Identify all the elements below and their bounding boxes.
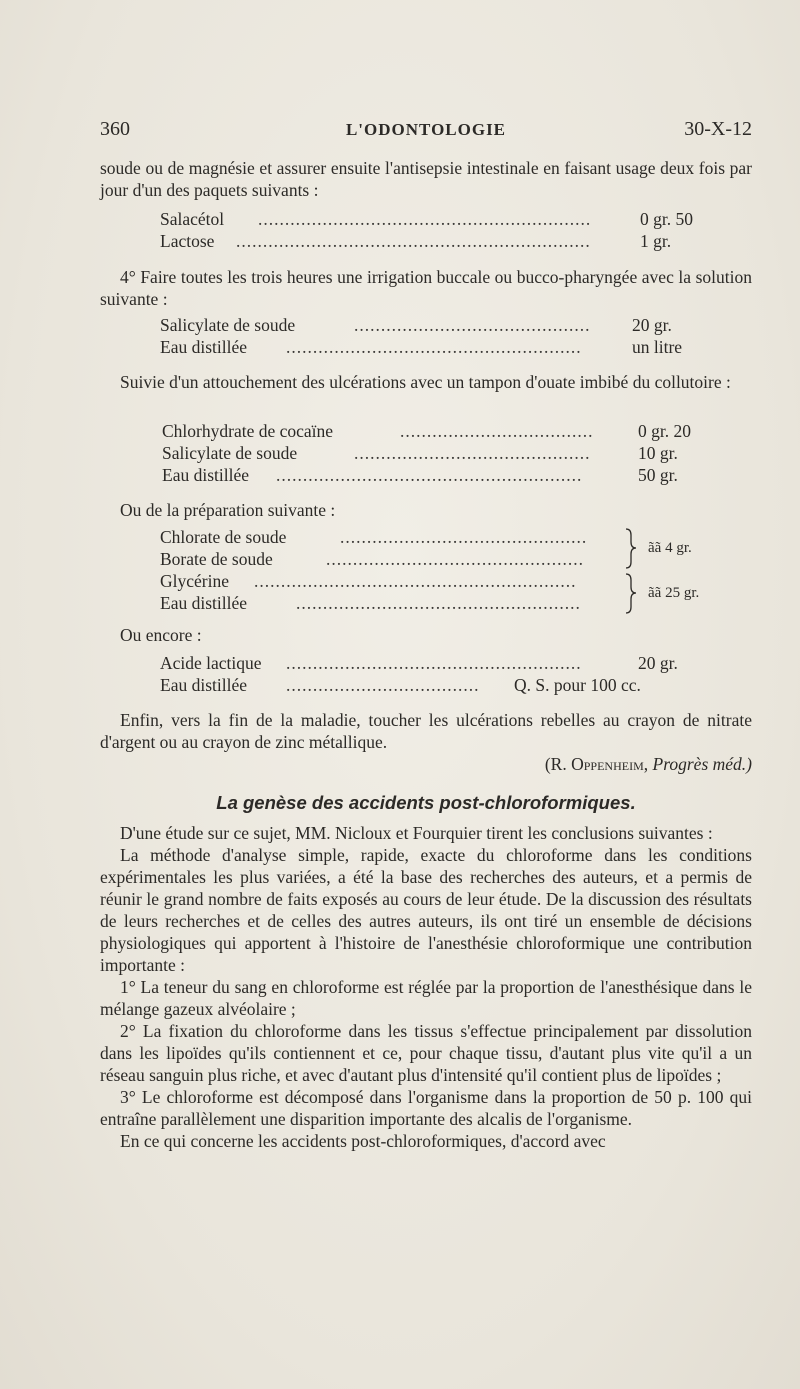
body-paragraph: 1° La teneur du sang en chloroforme est réglée par la proportion de l'anesthésique dans le mélange gazeux alvéolaire ; <box>100 977 752 1019</box>
prescription-5 <box>100 652 752 696</box>
group-amount: ãã 4 gr. <box>648 540 692 556</box>
ingredient-amount: 10 gr. <box>638 443 678 463</box>
ingredient-name: Eau distillée <box>162 465 249 485</box>
ingredient-amount: 0 gr. 20 <box>638 421 691 441</box>
citation <box>100 753 752 775</box>
journal-title: L'ODONTOLOGIE <box>345 120 507 139</box>
ingredient-name: Salicylate de soude <box>160 315 296 335</box>
group-amount: ãã 25 gr. <box>648 585 700 601</box>
brace-icon <box>622 526 642 618</box>
ingredient-name: Lactose <box>160 231 215 251</box>
body-paragraph: 2° La fixation du chloroforme dans les tissus s'effectue principalement par dissolution dans les lipoïdes qu'ils contiennent et ce, pour chaque tissu, d'autant plus vite qu'il a un réseau sanguin plus riche, et avec d'autant plus d'intensité qu'il contient plus de lipoïdes ; <box>100 1021 752 1085</box>
dot-leader: ....................................................... <box>286 653 582 673</box>
section-heading-block <box>100 792 752 814</box>
dot-leader: ............................................ <box>354 443 591 463</box>
ingredient-amount: 1 gr. <box>640 231 672 251</box>
ingredient-name: Acide lactique <box>160 653 262 673</box>
ingredient-amount: un litre <box>632 337 683 357</box>
dot-leader: ..................................................... <box>296 593 581 613</box>
ingredient-name: Eau distillée <box>160 337 247 357</box>
ingredient-name: Glycérine <box>160 571 229 591</box>
ingredient-name: Borate de soude <box>160 549 273 569</box>
prescription-line <box>100 230 752 252</box>
prescription-2 <box>100 314 752 358</box>
ou-encore-line: Ou encore : <box>120 625 202 645</box>
body-paragraph: D'une étude sur ce sujet, MM. Nicloux et Fourquier tirent les conclusions suivantes : <box>120 823 713 843</box>
ingredient-name: Eau distillée <box>160 675 247 695</box>
dot-leader: ............................................................ <box>254 571 577 591</box>
prescription-1 <box>100 208 752 252</box>
enfin-paragraph: Enfin, vers la fin de la maladie, toucher les ulcérations rebelles au crayon de nitrate d'argent ou au crayon de zinc métallique. <box>100 710 752 752</box>
dot-leader: ................................................ <box>326 549 584 569</box>
step4-paragraph: 4° Faire toutes les trois heures une irrigation buccale ou bucco-pharyngée avec la solution suivante : <box>100 267 752 309</box>
prescription-line <box>100 336 752 358</box>
intro-paragraph: soude ou de magnésie et assurer ensuite l'antisepsie intestinale en faisant usage deux fois par jour d'un des paquets suivants : <box>100 158 752 200</box>
body-paragraph: 3° Le chloroforme est décomposé dans l'organisme dans la proportion de 50 p. 100 qui entraîne parallèlement une disparition importante des alcalis de l'organisme. <box>100 1087 752 1129</box>
running-header <box>100 118 752 148</box>
body-paragraph: En ce qui concerne les accidents post-chloroformiques, d'accord avec <box>120 1131 606 1151</box>
issue-date: 30-X-12 <box>684 118 752 140</box>
ingredient-name: Eau distillée <box>160 593 247 613</box>
ingredient-name: Salicylate de soude <box>162 443 298 463</box>
enfin-block <box>100 709 752 775</box>
dot-leader: .............................................. <box>340 527 588 547</box>
step4-block <box>100 266 752 310</box>
dot-leader: .................................................................. <box>236 231 591 251</box>
prescription-4 <box>100 526 752 618</box>
prescription-line <box>100 420 752 442</box>
dot-leader: .................................... <box>400 421 594 441</box>
ou-prep-block <box>100 499 752 521</box>
dot-leader: .............................................................. <box>258 209 592 229</box>
section-title: La genèse des accidents post-chloroformiques. <box>216 792 636 813</box>
dot-leader: ....................................................... <box>286 337 582 357</box>
dot-leader: .................................... <box>286 675 480 695</box>
prescription-line <box>100 442 752 464</box>
ingredient-name: Salacétol <box>160 209 225 229</box>
ou-prep-line: Ou de la préparation suivante : <box>120 500 336 520</box>
prescription-line <box>100 314 752 336</box>
ingredient-amount: 50 gr. <box>638 465 678 485</box>
intro-block <box>100 157 752 201</box>
ingredient-amount: 20 gr. <box>632 315 672 335</box>
prescription-line <box>100 674 752 696</box>
citation-source: Progrès méd.) <box>652 754 752 774</box>
prescription-line <box>100 464 752 486</box>
follow-paragraph: Suivie d'un attouchement des ulcérations avec un tampon d'ouate imbibé du collutoire : <box>120 372 731 392</box>
prescription-3 <box>100 420 752 486</box>
ingredient-amount: Q. S. pour 100 cc. <box>514 675 641 695</box>
ingredient-name: Chlorhydrate de cocaïne <box>162 421 334 441</box>
page-number: 360 <box>100 118 130 140</box>
body-text <box>100 822 752 1152</box>
ingredient-amount: 0 gr. 50 <box>640 209 693 229</box>
ou-encore-block <box>100 624 752 646</box>
body-paragraph: La méthode d'analyse simple, rapide, exacte du chloroforme dans les conditions expérimentales les plus variées, a été la base des recherches des auteurs, et a permis de réunir le grand nombre de faits exposés au cours de leur étude. De la discussion des résultats de leurs recherches et de celles des autres auteurs, ils ont tiré un ensemble de décisions physiologiques qui apportent à l'histoire de l'anesthésie chloroformique une contribution importante : <box>100 845 752 975</box>
prescription-line <box>100 208 752 230</box>
citation-author: (R. Oppenheim, <box>544 754 649 774</box>
dot-leader: ......................................................... <box>276 465 583 485</box>
ingredient-amount: 20 gr. <box>638 653 678 673</box>
follow-block <box>100 371 752 393</box>
prescription-line <box>100 652 752 674</box>
ingredient-name: Chlorate de soude <box>160 527 287 547</box>
dot-leader: ............................................ <box>354 315 591 335</box>
